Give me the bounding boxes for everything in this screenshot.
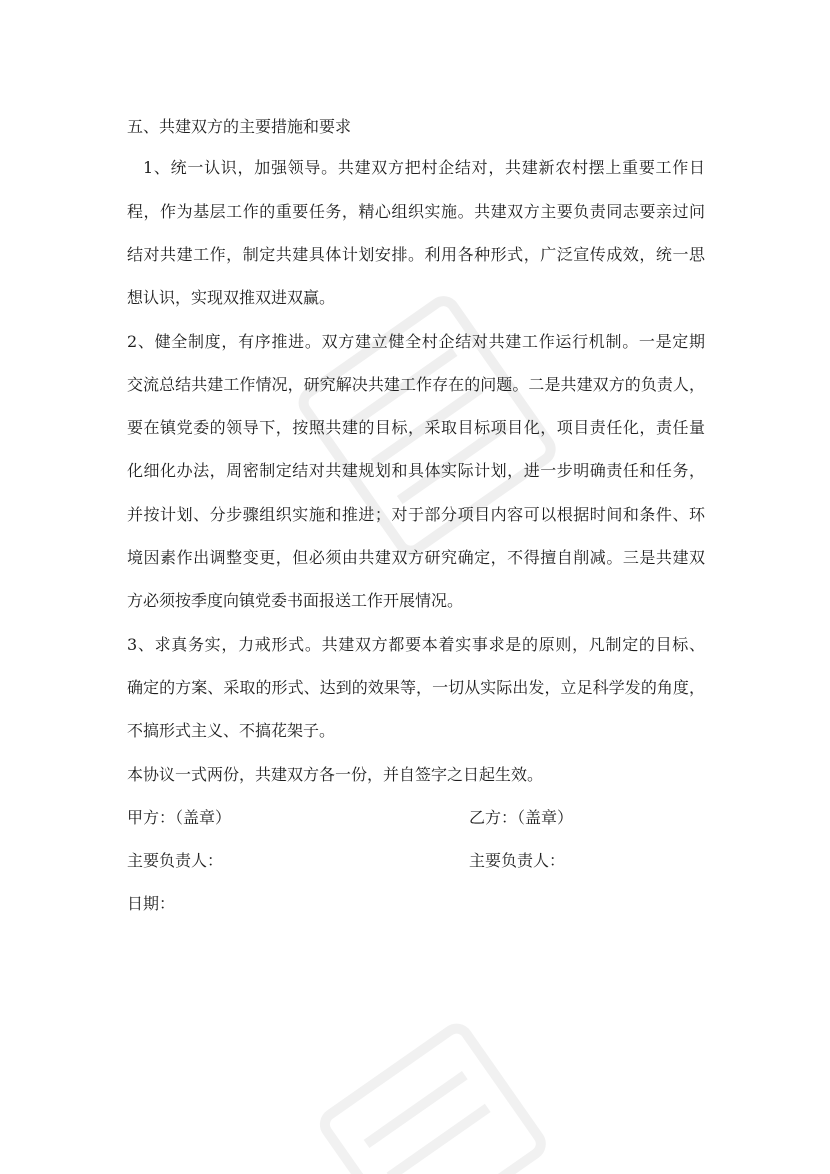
party-a-responsible: 主要负责人： bbox=[127, 851, 224, 871]
paragraph-line: 交流总结共建工作情况，研究解决共建工作存在的问题。二是共建双方的负责人， bbox=[127, 374, 705, 394]
paragraph-2 bbox=[127, 320, 707, 623]
paragraph-line: 3、求真务实，力戒形式。共建双方都要本着实事求是的原则，凡制定的目标、 bbox=[127, 634, 705, 654]
paragraph-line: 想认识，实现双推双进双赢。 bbox=[127, 288, 336, 308]
paragraph-line: 方必须按季度向镇党委书面报送工作开展情况。 bbox=[127, 591, 464, 611]
party-b-responsible: 主要负责人： bbox=[469, 851, 566, 871]
paragraph-line: 不搞形式主义、不搞花架子。 bbox=[127, 721, 336, 741]
paragraph-line: 结对共建工作，制定共建具体计划安排。利用各种形式，广泛宣传成效，统一思 bbox=[127, 244, 705, 264]
paragraph-line: 化细化办法，周密制定结对共建规划和具体实际计划，进一步明确责任和任务， bbox=[127, 461, 705, 481]
signature-seal-row bbox=[127, 796, 707, 839]
paragraph-line: 要在镇党委的领导下，按照共建的目标，采取目标项目化，项目责任化，责任量 bbox=[127, 418, 705, 438]
paragraph-line: 确定的方案、采取的形式、达到的效果等，一切从实际出发，立足科学发的角度， bbox=[127, 677, 705, 697]
closing-statement: 本协议一式两份，共建双方各一份，并自签字之日起生效。 bbox=[127, 764, 544, 784]
watermark-shape-lower bbox=[320, 1024, 545, 1174]
paragraph-3 bbox=[127, 623, 707, 753]
paragraph-line: 2、健全制度，有序推进。双方建立健全村企结对共建工作运行机制。一是定期 bbox=[127, 331, 705, 351]
signature-responsible-row bbox=[127, 839, 707, 882]
section-heading: 五、共建双方的主要措施和要求 bbox=[127, 117, 352, 136]
document-body bbox=[127, 146, 707, 925]
paragraph-line: 程，作为基层工作的重要任务，精心组织实施。共建双方主要负责同志要亲过问 bbox=[127, 201, 705, 221]
paragraph-1 bbox=[127, 146, 707, 319]
paragraph-line: 1、统一认识，加强领导。共建双方把村企结对，共建新农村摆上重要工作日 bbox=[143, 158, 705, 178]
paragraph-line: 境因素作出调整变更，但必须由共建双方研究确定，不得擅自削减。三是共建双 bbox=[127, 548, 705, 568]
party-b-seal: 乙方：（盖章） bbox=[469, 807, 574, 827]
paragraph-line: 并按计划、分步骤组织实施和推进；对于部分项目内容可以根据时间和条件、环 bbox=[127, 504, 705, 524]
party-a-seal: 甲方：（盖章） bbox=[127, 807, 232, 827]
date-label: 日期： bbox=[127, 894, 176, 914]
